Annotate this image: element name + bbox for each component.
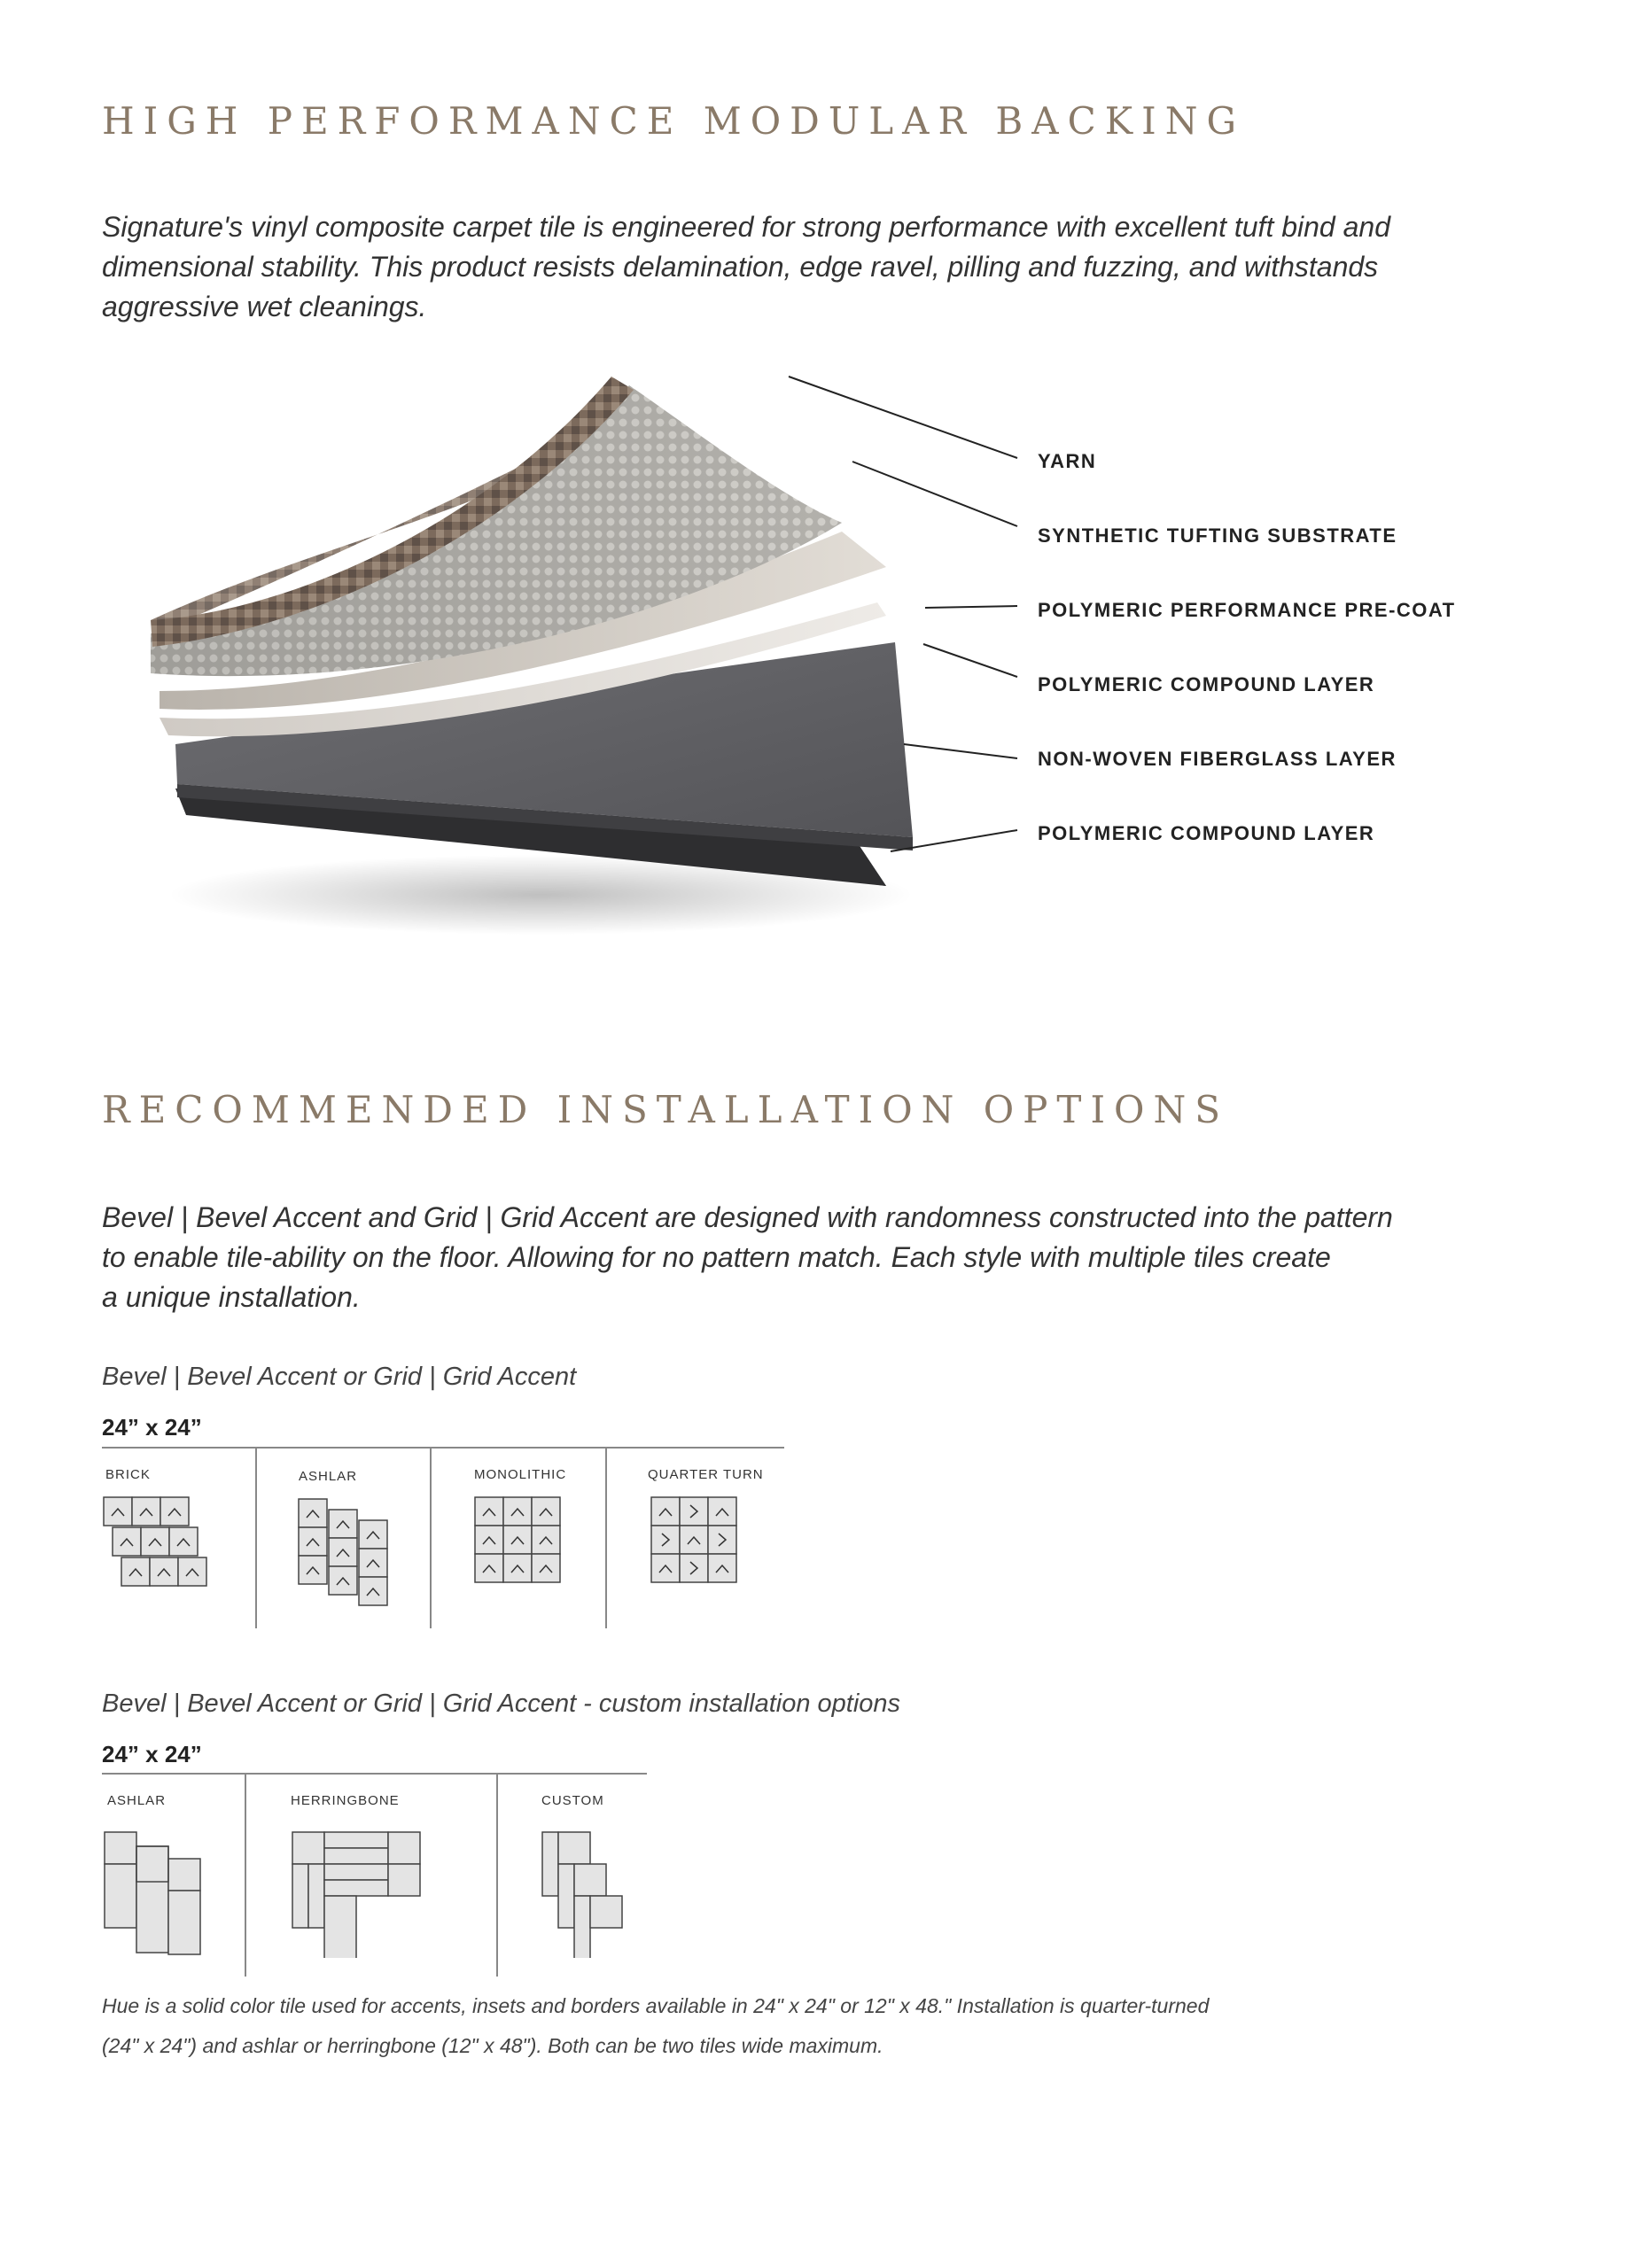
installation-intro-line: a unique installation. bbox=[102, 1281, 361, 1313]
installation-intro-line: Bevel | Bevel Accent and Grid | Grid Accent are designed with randomness constructed into the pattern bbox=[102, 1201, 1393, 1233]
custom-layout-diagram bbox=[539, 1825, 645, 1958]
hue-footnote bbox=[102, 1986, 1555, 2066]
layer-label-fiberglass-layer: NON-WOVEN FIBERGLASS LAYER bbox=[1038, 748, 1397, 770]
option-label-monolithic: MONOLITHIC bbox=[474, 1467, 567, 1482]
backing-intro-line: Signature's vinyl composite carpet tile is engineered for strong performance with excellent tuft bind and bbox=[102, 211, 1390, 243]
layer-leader-lines bbox=[0, 0, 1650, 975]
installation-intro-line: to enable tile-ability on the floor. Allowing for no pattern match. Each style with multiple tiles create bbox=[102, 1241, 1331, 1273]
footnote-line: (24" x 24") and ashlar or herringbone (12" x 48"). Both can be two tiles wide maximum. bbox=[102, 2034, 883, 2057]
option-label-quarter-turn: QUARTER TURN bbox=[648, 1467, 764, 1482]
custom-option-label-ashlar: ASHLAR bbox=[107, 1793, 167, 1808]
custom-divider bbox=[102, 1773, 647, 1775]
option-label-brick: BRICK bbox=[105, 1467, 151, 1482]
backing-title: HIGH PERFORMANCE MODULAR BACKING bbox=[102, 99, 1246, 143]
column-separator bbox=[430, 1447, 432, 1628]
layer-label-tufting-substrate: SYNTHETIC TUFTING SUBSTRATE bbox=[1038, 524, 1397, 547]
layer-label-yarn: YARN bbox=[1038, 450, 1097, 472]
backing-intro-line: dimensional stability. This product resists delamination, edge ravel, pilling and fuzzing, and withstands bbox=[102, 251, 1379, 283]
option-label-ashlar: ASHLAR bbox=[299, 1469, 358, 1484]
monolithic-layout-diagram bbox=[473, 1495, 571, 1593]
ashlar-layout-diagram bbox=[297, 1497, 394, 1608]
column-separator bbox=[496, 1773, 498, 1977]
footnote-line: Hue is a solid color tile used for accents, insets and borders available in 24" x 24" or 12" x 48." Installation is quarter-turned bbox=[102, 1994, 1210, 2017]
installation-title: RECOMMENDED INSTALLATION OPTIONS bbox=[102, 1088, 1229, 1131]
backing-intro-line: aggressive wet cleanings. bbox=[102, 291, 427, 322]
brick-layout-diagram bbox=[102, 1495, 217, 1593]
standard-options-subtitle: Bevel | Bevel Accent or Grid | Grid Accent bbox=[102, 1363, 577, 1391]
plank-ashlar-layout-diagram bbox=[102, 1825, 208, 1958]
custom-option-label-herringbone: HERRINGBONE bbox=[291, 1793, 400, 1808]
layer-label-pre-coat: POLYMERIC PERFORMANCE PRE-COAT bbox=[1038, 599, 1456, 621]
column-separator bbox=[245, 1773, 246, 1977]
layer-label-compound-layer: POLYMERIC COMPOUND LAYER bbox=[1038, 673, 1375, 695]
custom-option-label-custom: CUSTOM bbox=[541, 1793, 604, 1808]
column-separator bbox=[605, 1447, 607, 1628]
standard-size-label: 24” x 24” bbox=[102, 1414, 202, 1441]
layer-label-compound-layer-bottom: POLYMERIC COMPOUND LAYER bbox=[1038, 822, 1375, 844]
herringbone-layout-diagram bbox=[289, 1825, 466, 1958]
standard-divider bbox=[102, 1447, 784, 1449]
installation-intro bbox=[102, 1198, 1520, 1317]
quarter-turn-layout-diagram bbox=[650, 1495, 747, 1593]
custom-size-label: 24” x 24” bbox=[102, 1741, 202, 1767]
column-separator bbox=[255, 1447, 257, 1628]
custom-options-subtitle: Bevel | Bevel Accent or Grid | Grid Accent - custom installation options bbox=[102, 1689, 901, 1718]
